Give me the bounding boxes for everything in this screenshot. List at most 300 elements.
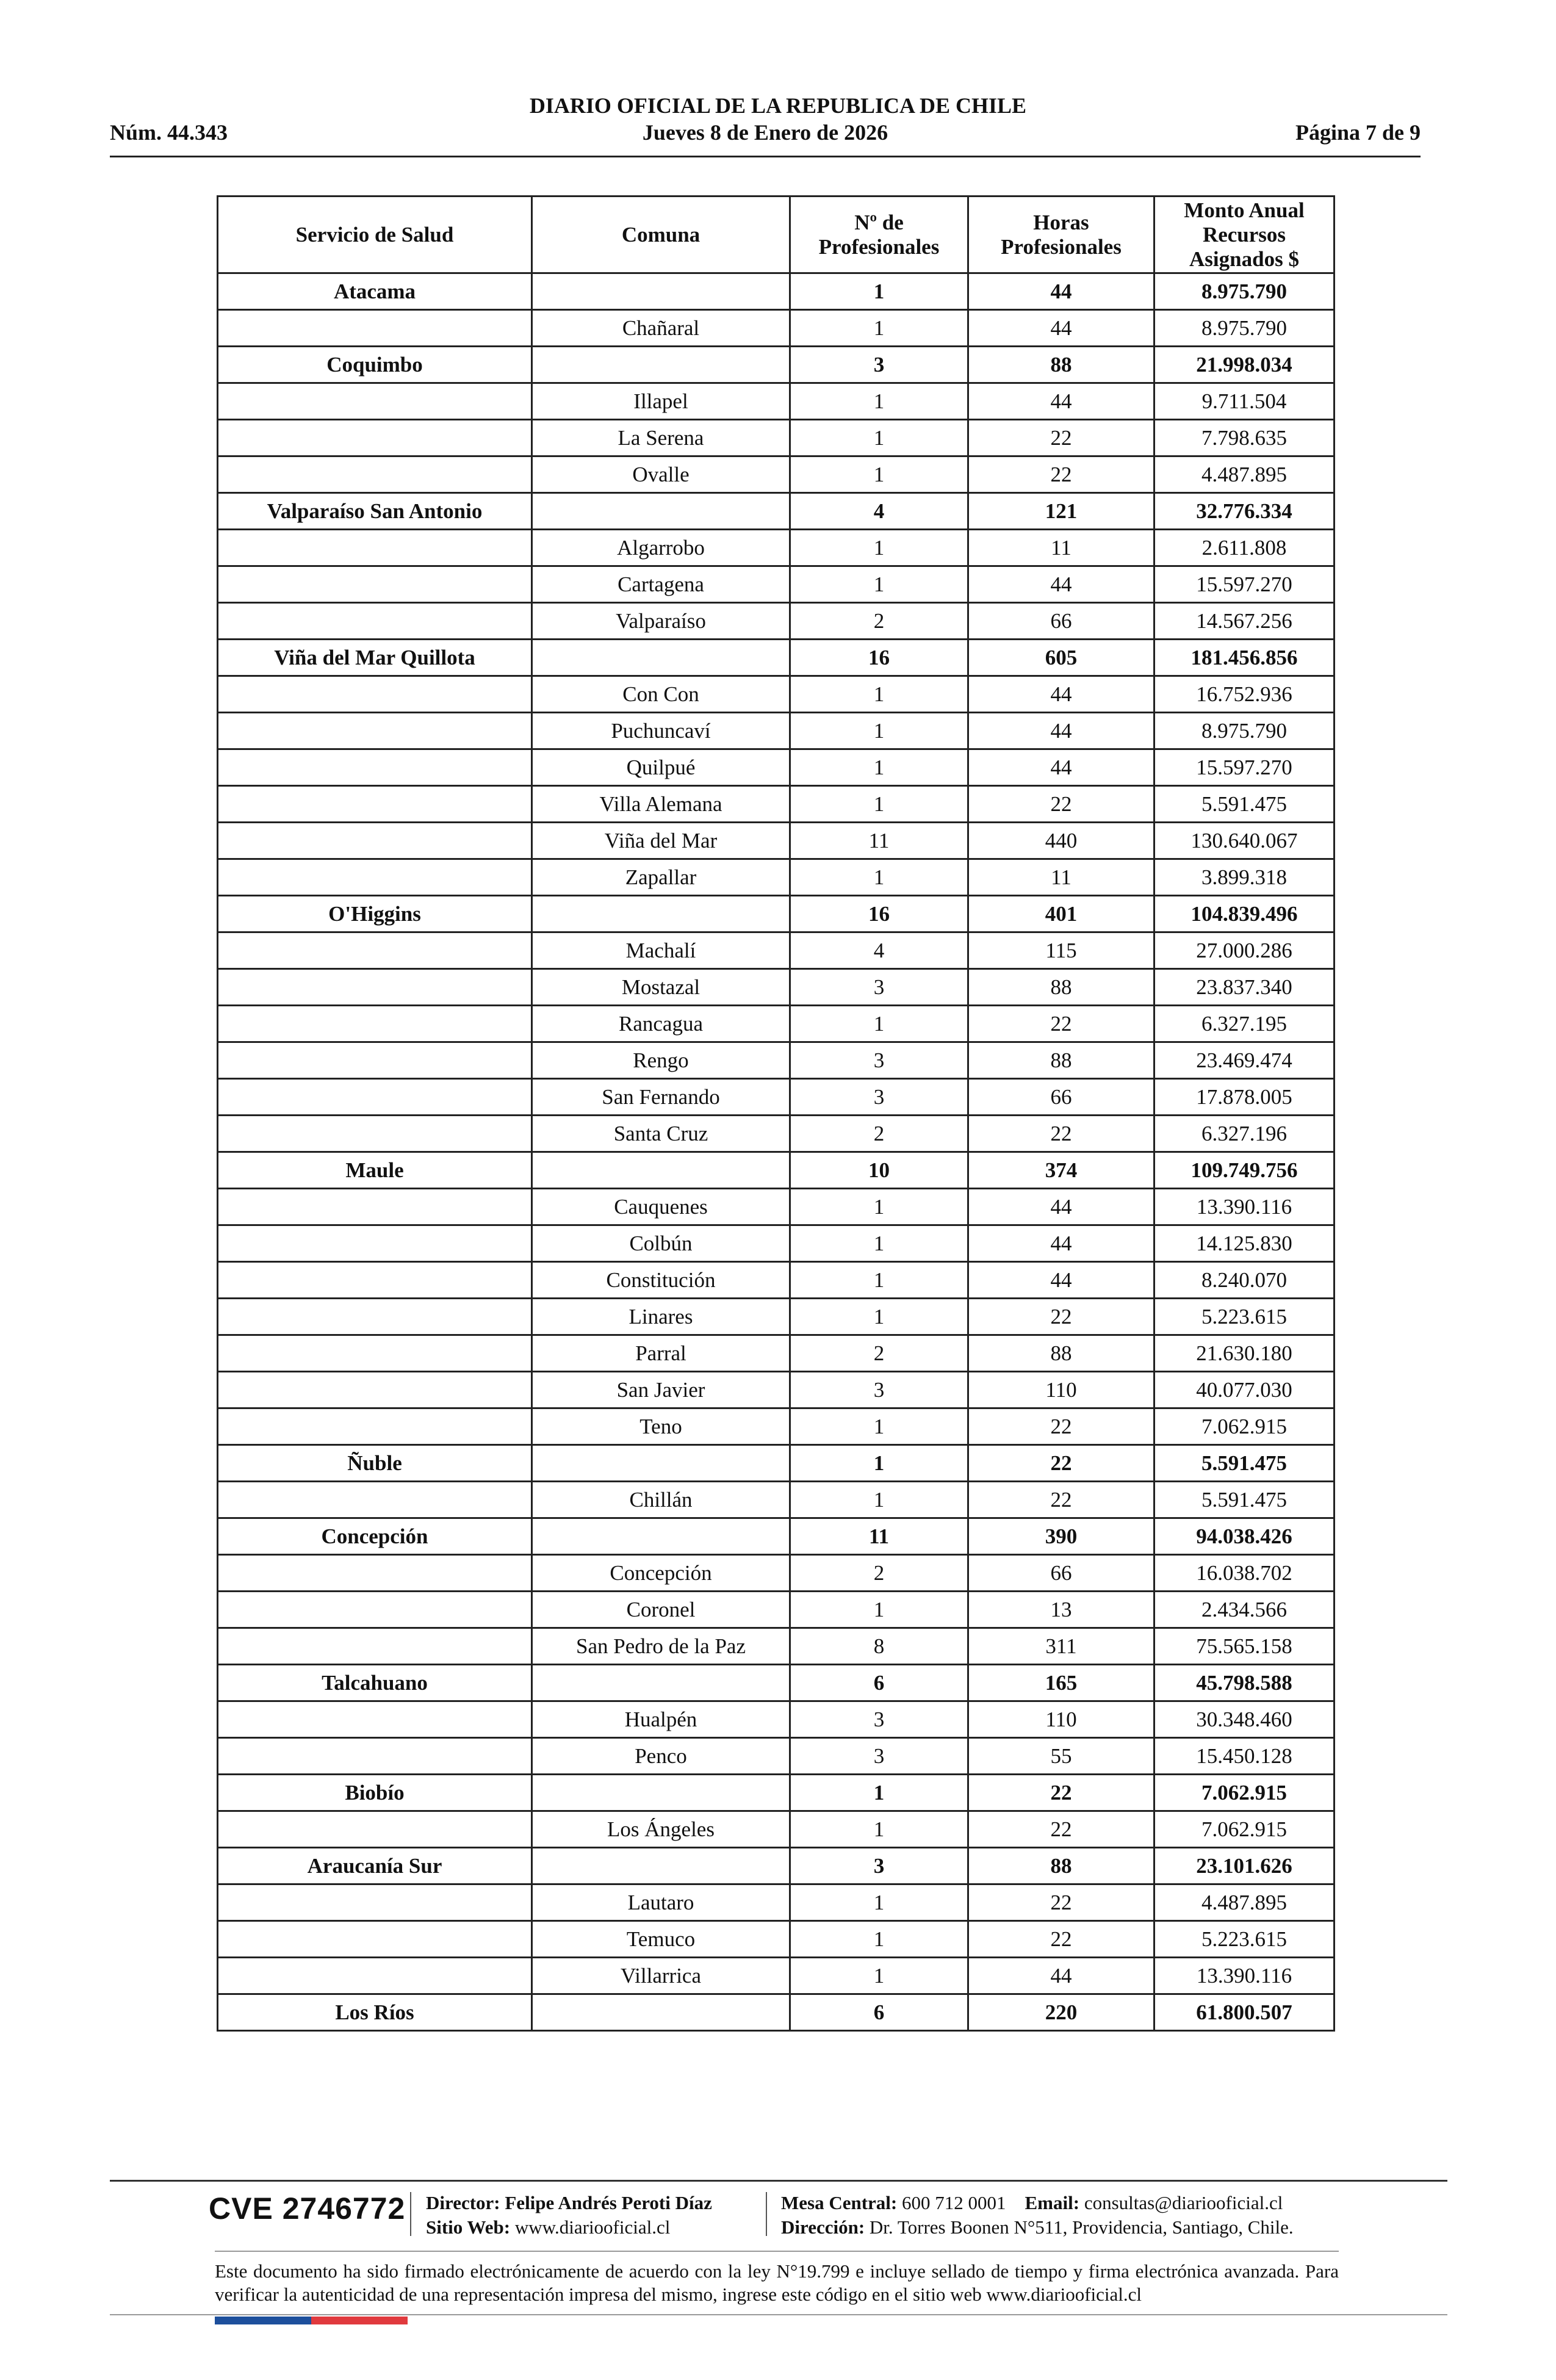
cell-monto: 7.798.635	[1154, 420, 1334, 456]
cell-comuna: Zapallar	[532, 859, 790, 896]
table-row	[218, 420, 1334, 456]
cell-monto: 5.223.615	[1154, 1299, 1334, 1335]
cell-comuna: Penco	[532, 1738, 790, 1775]
cell-profesionales: 2	[790, 603, 968, 640]
cell-horas: 44	[968, 1189, 1154, 1225]
cell-comuna: Villarrica	[532, 1958, 790, 1994]
cell-servicio	[218, 749, 532, 786]
footer-contact-block	[781, 2191, 1294, 2240]
signature-disclaimer: Este documento ha sido firmado electrónicamente de acuerdo con la ley N°19.799 e incluye sellado de tiempo y firma electrónica avanzada. Para verificar la autenticidad de una representación impresa del mismo, ingrese este código en el sitio web www.diariooficial.cl	[215, 2260, 1339, 2305]
table-row-region	[218, 1848, 1334, 1884]
table-row	[218, 1408, 1334, 1445]
cell-comuna: Los Ángeles	[532, 1811, 790, 1848]
cell-comuna	[532, 640, 790, 676]
col-header-monto: Monto Anual Recursos Asignados $	[1154, 197, 1334, 273]
cell-comuna: Rancagua	[532, 1006, 790, 1042]
cell-servicio	[218, 1738, 532, 1775]
cell-horas: 66	[968, 603, 1154, 640]
cell-comuna: Algarrobo	[532, 530, 790, 566]
table-row	[218, 749, 1334, 786]
cell-comuna: Linares	[532, 1299, 790, 1335]
cell-profesionales: 1	[790, 1189, 968, 1225]
cell-servicio	[218, 1408, 532, 1445]
table-row-region	[218, 1994, 1334, 2031]
table-row	[218, 1628, 1334, 1665]
cell-comuna: Con Con	[532, 676, 790, 713]
cell-horas: 44	[968, 273, 1154, 310]
cell-servicio	[218, 1079, 532, 1116]
cell-profesionales: 1	[790, 1408, 968, 1445]
cell-comuna: Parral	[532, 1335, 790, 1372]
cell-profesionales: 1	[790, 1958, 968, 1994]
cell-profesionales: 16	[790, 640, 968, 676]
cell-comuna: San Javier	[532, 1372, 790, 1408]
table-row-region	[218, 640, 1334, 676]
col-header-horas: Horas Profesionales	[968, 197, 1154, 273]
cell-comuna: Hualpén	[532, 1701, 790, 1738]
cell-horas: 11	[968, 530, 1154, 566]
cell-profesionales: 3	[790, 1079, 968, 1116]
cell-monto: 8.975.790	[1154, 273, 1334, 310]
cell-servicio	[218, 932, 532, 969]
cell-monto: 15.597.270	[1154, 749, 1334, 786]
cell-servicio: Biobío	[218, 1775, 532, 1811]
cell-horas: 22	[968, 1408, 1154, 1445]
table-row	[218, 383, 1334, 420]
cell-comuna: Colbún	[532, 1225, 790, 1262]
cell-servicio	[218, 859, 532, 896]
cell-profesionales: 1	[790, 1482, 968, 1518]
cell-monto: 104.839.496	[1154, 896, 1334, 932]
cell-horas: 22	[968, 1811, 1154, 1848]
mesa-label: Mesa Central:	[781, 2192, 898, 2213]
table-row	[218, 1958, 1334, 1994]
header-divider	[110, 156, 1421, 157]
cell-monto: 6.327.195	[1154, 1006, 1334, 1042]
table-row	[218, 969, 1334, 1006]
cell-monto: 13.390.116	[1154, 1958, 1334, 1994]
cell-servicio: Talcahuano	[218, 1665, 532, 1701]
cell-servicio: Valparaíso San Antonio	[218, 493, 532, 530]
table-row-region	[218, 896, 1334, 932]
cell-horas: 44	[968, 749, 1154, 786]
footer-separator	[766, 2192, 767, 2236]
cell-profesionales: 2	[790, 1335, 968, 1372]
cell-comuna: Puchuncaví	[532, 713, 790, 749]
cell-horas: 88	[968, 347, 1154, 383]
table-row	[218, 1372, 1334, 1408]
cell-horas: 390	[968, 1518, 1154, 1555]
table-row	[218, 1042, 1334, 1079]
cell-comuna: Cartagena	[532, 566, 790, 603]
cell-servicio	[218, 603, 532, 640]
cell-comuna: Ovalle	[532, 456, 790, 493]
cell-monto: 2.611.808	[1154, 530, 1334, 566]
cell-profesionales: 1	[790, 1884, 968, 1921]
director-label: Director:	[426, 2192, 500, 2213]
cell-monto: 75.565.158	[1154, 1628, 1334, 1665]
cve-code: CVE 2746772	[209, 2191, 406, 2226]
table-row	[218, 530, 1334, 566]
cell-profesionales: 1	[790, 1775, 968, 1811]
cell-servicio	[218, 1592, 532, 1628]
cell-comuna	[532, 1665, 790, 1701]
cell-horas: 440	[968, 823, 1154, 859]
cell-profesionales: 1	[790, 1445, 968, 1482]
cell-comuna: Coronel	[532, 1592, 790, 1628]
cell-comuna: Machalí	[532, 932, 790, 969]
cell-comuna: Santa Cruz	[532, 1116, 790, 1152]
cell-profesionales: 3	[790, 1042, 968, 1079]
table-row-region	[218, 493, 1334, 530]
cell-servicio	[218, 1701, 532, 1738]
cell-profesionales: 8	[790, 1628, 968, 1665]
cell-servicio: Los Ríos	[218, 1994, 532, 2031]
newspaper-title: DIARIO OFICIAL DE LA REPUBLICA DE CHILE	[529, 93, 1027, 118]
cell-monto: 13.390.116	[1154, 1189, 1334, 1225]
cell-comuna: Villa Alemana	[532, 786, 790, 823]
resources-table	[217, 195, 1335, 2032]
cell-servicio	[218, 1921, 532, 1958]
cell-servicio	[218, 823, 532, 859]
table-row	[218, 713, 1334, 749]
cell-profesionales: 1	[790, 1262, 968, 1299]
cell-comuna: La Serena	[532, 420, 790, 456]
cell-horas: 13	[968, 1592, 1154, 1628]
table-row	[218, 823, 1334, 859]
cell-comuna: Viña del Mar	[532, 823, 790, 859]
cell-horas: 115	[968, 932, 1154, 969]
cell-servicio	[218, 1482, 532, 1518]
cell-servicio	[218, 566, 532, 603]
cell-horas: 121	[968, 493, 1154, 530]
table-header-row	[218, 197, 1334, 273]
table-row	[218, 676, 1334, 713]
cell-monto: 17.878.005	[1154, 1079, 1334, 1116]
table-row	[218, 1482, 1334, 1518]
mesa-phone: 600 712 0001	[902, 2192, 1006, 2213]
cell-servicio	[218, 383, 532, 420]
cell-horas: 22	[968, 786, 1154, 823]
cell-horas: 44	[968, 383, 1154, 420]
cell-horas: 22	[968, 1116, 1154, 1152]
cell-horas: 44	[968, 566, 1154, 603]
email-label: Email:	[1025, 2192, 1080, 2213]
cell-comuna	[532, 1445, 790, 1482]
cell-monto: 16.752.936	[1154, 676, 1334, 713]
cell-comuna	[532, 1152, 790, 1189]
cell-servicio	[218, 786, 532, 823]
cell-servicio	[218, 1225, 532, 1262]
table-row	[218, 310, 1334, 347]
table-row-region	[218, 1775, 1334, 1811]
cell-servicio	[218, 1006, 532, 1042]
cell-monto: 23.101.626	[1154, 1848, 1334, 1884]
cell-monto: 9.711.504	[1154, 383, 1334, 420]
cell-profesionales: 11	[790, 1518, 968, 1555]
cell-monto: 4.487.895	[1154, 1884, 1334, 1921]
table-row-region	[218, 1152, 1334, 1189]
cell-horas: 22	[968, 1482, 1154, 1518]
footer-separator	[410, 2192, 411, 2236]
cell-monto: 7.062.915	[1154, 1775, 1334, 1811]
footer-divider-top	[110, 2180, 1447, 2182]
cell-profesionales: 1	[790, 1921, 968, 1958]
col-header-servicio: Servicio de Salud	[218, 197, 532, 273]
cell-comuna: Rengo	[532, 1042, 790, 1079]
cell-profesionales: 1	[790, 530, 968, 566]
cell-monto: 8.975.790	[1154, 713, 1334, 749]
cell-horas: 22	[968, 1299, 1154, 1335]
cell-monto: 181.456.856	[1154, 640, 1334, 676]
cell-profesionales: 3	[790, 1701, 968, 1738]
footer-divider-bottom	[110, 2314, 1447, 2315]
cell-horas: 88	[968, 1848, 1154, 1884]
cell-horas: 22	[968, 1884, 1154, 1921]
cell-monto: 16.038.702	[1154, 1555, 1334, 1592]
cell-servicio	[218, 1628, 532, 1665]
cell-comuna: Chañaral	[532, 310, 790, 347]
cell-comuna	[532, 273, 790, 310]
table-row-region	[218, 1518, 1334, 1555]
table-row	[218, 1701, 1334, 1738]
cell-horas: 44	[968, 676, 1154, 713]
flag-stripe-blue	[215, 2317, 311, 2324]
cell-profesionales: 1	[790, 273, 968, 310]
table-row	[218, 566, 1334, 603]
cell-horas: 88	[968, 1042, 1154, 1079]
cell-comuna: Concepción	[532, 1555, 790, 1592]
cell-profesionales: 3	[790, 1738, 968, 1775]
cell-monto: 7.062.915	[1154, 1811, 1334, 1848]
cell-horas: 22	[968, 1006, 1154, 1042]
cell-horas: 66	[968, 1555, 1154, 1592]
cell-horas: 22	[968, 420, 1154, 456]
cell-comuna	[532, 493, 790, 530]
cell-monto: 14.567.256	[1154, 603, 1334, 640]
cell-profesionales: 1	[790, 383, 968, 420]
cell-profesionales: 1	[790, 859, 968, 896]
cell-comuna: San Fernando	[532, 1079, 790, 1116]
footer-divider-mid	[215, 2251, 1339, 2252]
cell-servicio: Maule	[218, 1152, 532, 1189]
table-row	[218, 1921, 1334, 1958]
cell-servicio	[218, 1299, 532, 1335]
issue-number: Núm. 44.343	[110, 120, 228, 145]
table-row-region	[218, 273, 1334, 310]
table-row	[218, 1592, 1334, 1628]
cell-comuna: Mostazal	[532, 969, 790, 1006]
cell-profesionales: 1	[790, 786, 968, 823]
cell-monto: 14.125.830	[1154, 1225, 1334, 1262]
cell-horas: 44	[968, 1262, 1154, 1299]
cell-monto: 130.640.067	[1154, 823, 1334, 859]
cell-servicio	[218, 1811, 532, 1848]
issue-date: Jueves 8 de Enero de 2026	[642, 120, 888, 145]
web-label: Sitio Web:	[426, 2216, 511, 2238]
cell-comuna	[532, 1518, 790, 1555]
email-link[interactable]: consultas@diariooficial.cl	[1084, 2192, 1283, 2213]
cell-servicio: Viña del Mar Quillota	[218, 640, 532, 676]
cell-horas: 165	[968, 1665, 1154, 1701]
cell-horas: 44	[968, 1225, 1154, 1262]
cell-comuna	[532, 1775, 790, 1811]
address-value: Dr. Torres Boonen N°511, Providencia, Santiago, Chile.	[869, 2216, 1294, 2238]
cell-monto: 5.591.475	[1154, 1445, 1334, 1482]
table-row-region	[218, 1445, 1334, 1482]
table-row	[218, 1079, 1334, 1116]
cell-horas: 374	[968, 1152, 1154, 1189]
cell-monto: 8.240.070	[1154, 1262, 1334, 1299]
cell-horas: 110	[968, 1701, 1154, 1738]
cell-profesionales: 1	[790, 566, 968, 603]
cell-horas: 66	[968, 1079, 1154, 1116]
cell-profesionales: 11	[790, 823, 968, 859]
cell-profesionales: 2	[790, 1116, 968, 1152]
page-number: Página 7 de 9	[1295, 120, 1421, 145]
cell-profesionales: 1	[790, 310, 968, 347]
address-label: Dirección:	[781, 2216, 865, 2238]
table-row	[218, 1811, 1334, 1848]
cell-profesionales: 4	[790, 493, 968, 530]
cell-profesionales: 1	[790, 1299, 968, 1335]
cell-comuna: Teno	[532, 1408, 790, 1445]
cell-profesionales: 3	[790, 1848, 968, 1884]
cell-monto: 45.798.588	[1154, 1665, 1334, 1701]
cell-servicio	[218, 676, 532, 713]
cell-monto: 109.749.756	[1154, 1152, 1334, 1189]
web-link[interactable]: www.diariooficial.cl	[514, 2216, 671, 2238]
cell-horas: 22	[968, 1921, 1154, 1958]
cell-monto: 30.348.460	[1154, 1701, 1334, 1738]
cell-horas: 401	[968, 896, 1154, 932]
cell-comuna: Cauquenes	[532, 1189, 790, 1225]
cell-monto: 23.837.340	[1154, 969, 1334, 1006]
cell-servicio	[218, 1116, 532, 1152]
cell-servicio	[218, 1189, 532, 1225]
table-row	[218, 1116, 1334, 1152]
footer-director-block	[426, 2191, 712, 2240]
cell-profesionales: 3	[790, 347, 968, 383]
cell-profesionales: 1	[790, 1811, 968, 1848]
director-name: Felipe Andrés Peroti Díaz	[505, 2192, 712, 2213]
cell-monto: 5.591.475	[1154, 786, 1334, 823]
cell-profesionales: 1	[790, 1592, 968, 1628]
table-row	[218, 1262, 1334, 1299]
cell-profesionales: 6	[790, 1994, 968, 2031]
cell-servicio	[218, 1884, 532, 1921]
cell-monto: 3.899.318	[1154, 859, 1334, 896]
flag-stripe-red	[311, 2317, 408, 2324]
table-body	[218, 273, 1334, 2031]
table-row	[218, 1555, 1334, 1592]
cell-horas: 88	[968, 1335, 1154, 1372]
cell-comuna	[532, 347, 790, 383]
cell-servicio: Ñuble	[218, 1445, 532, 1482]
cell-monto: 2.434.566	[1154, 1592, 1334, 1628]
cell-comuna: Temuco	[532, 1921, 790, 1958]
cell-horas: 55	[968, 1738, 1154, 1775]
cell-servicio: Atacama	[218, 273, 532, 310]
cell-servicio	[218, 420, 532, 456]
cell-horas: 44	[968, 310, 1154, 347]
cell-servicio: Coquimbo	[218, 347, 532, 383]
cell-servicio	[218, 1555, 532, 1592]
cell-servicio	[218, 1262, 532, 1299]
cell-comuna: Chillán	[532, 1482, 790, 1518]
cell-servicio	[218, 1372, 532, 1408]
cell-profesionales: 1	[790, 1006, 968, 1042]
cell-servicio	[218, 530, 532, 566]
cell-comuna: Constitución	[532, 1262, 790, 1299]
table-row	[218, 1299, 1334, 1335]
cell-horas: 11	[968, 859, 1154, 896]
cell-servicio: O'Higgins	[218, 896, 532, 932]
cell-servicio	[218, 1958, 532, 1994]
cell-horas: 220	[968, 1994, 1154, 2031]
table-row	[218, 1225, 1334, 1262]
col-header-profesionales: Nº de Profesionales	[790, 197, 968, 273]
cell-horas: 311	[968, 1628, 1154, 1665]
cell-profesionales: 1	[790, 749, 968, 786]
cell-monto: 8.975.790	[1154, 310, 1334, 347]
cell-servicio	[218, 456, 532, 493]
table-row-region	[218, 1665, 1334, 1701]
table-row	[218, 603, 1334, 640]
cell-comuna: Illapel	[532, 383, 790, 420]
cell-profesionales: 1	[790, 676, 968, 713]
table-row	[218, 456, 1334, 493]
cell-horas: 110	[968, 1372, 1154, 1408]
cell-profesionales: 1	[790, 1225, 968, 1262]
cell-profesionales: 16	[790, 896, 968, 932]
cell-monto: 61.800.507	[1154, 1994, 1334, 2031]
cell-profesionales: 6	[790, 1665, 968, 1701]
cell-monto: 4.487.895	[1154, 456, 1334, 493]
cell-profesionales: 1	[790, 713, 968, 749]
cell-horas: 88	[968, 969, 1154, 1006]
cell-comuna	[532, 1848, 790, 1884]
cell-comuna: Lautaro	[532, 1884, 790, 1921]
cell-comuna: Valparaíso	[532, 603, 790, 640]
cell-monto: 40.077.030	[1154, 1372, 1334, 1408]
cell-horas: 22	[968, 1445, 1154, 1482]
cell-comuna: San Pedro de la Paz	[532, 1628, 790, 1665]
cell-horas: 605	[968, 640, 1154, 676]
cell-servicio: Araucanía Sur	[218, 1848, 532, 1884]
cell-horas: 44	[968, 1958, 1154, 1994]
table-row-region	[218, 347, 1334, 383]
cell-profesionales: 3	[790, 969, 968, 1006]
table-row	[218, 1006, 1334, 1042]
cell-profesionales: 3	[790, 1372, 968, 1408]
cell-comuna: Quilpué	[532, 749, 790, 786]
cell-horas: 22	[968, 1775, 1154, 1811]
table-row	[218, 1189, 1334, 1225]
cell-monto: 94.038.426	[1154, 1518, 1334, 1555]
cell-monto: 32.776.334	[1154, 493, 1334, 530]
cell-monto: 15.597.270	[1154, 566, 1334, 603]
table-row	[218, 1884, 1334, 1921]
cell-monto: 6.327.196	[1154, 1116, 1334, 1152]
cell-profesionales: 2	[790, 1555, 968, 1592]
cell-comuna	[532, 1994, 790, 2031]
cell-monto: 27.000.286	[1154, 932, 1334, 969]
cell-profesionales: 1	[790, 456, 968, 493]
table-row	[218, 786, 1334, 823]
cell-monto: 15.450.128	[1154, 1738, 1334, 1775]
cell-servicio	[218, 310, 532, 347]
